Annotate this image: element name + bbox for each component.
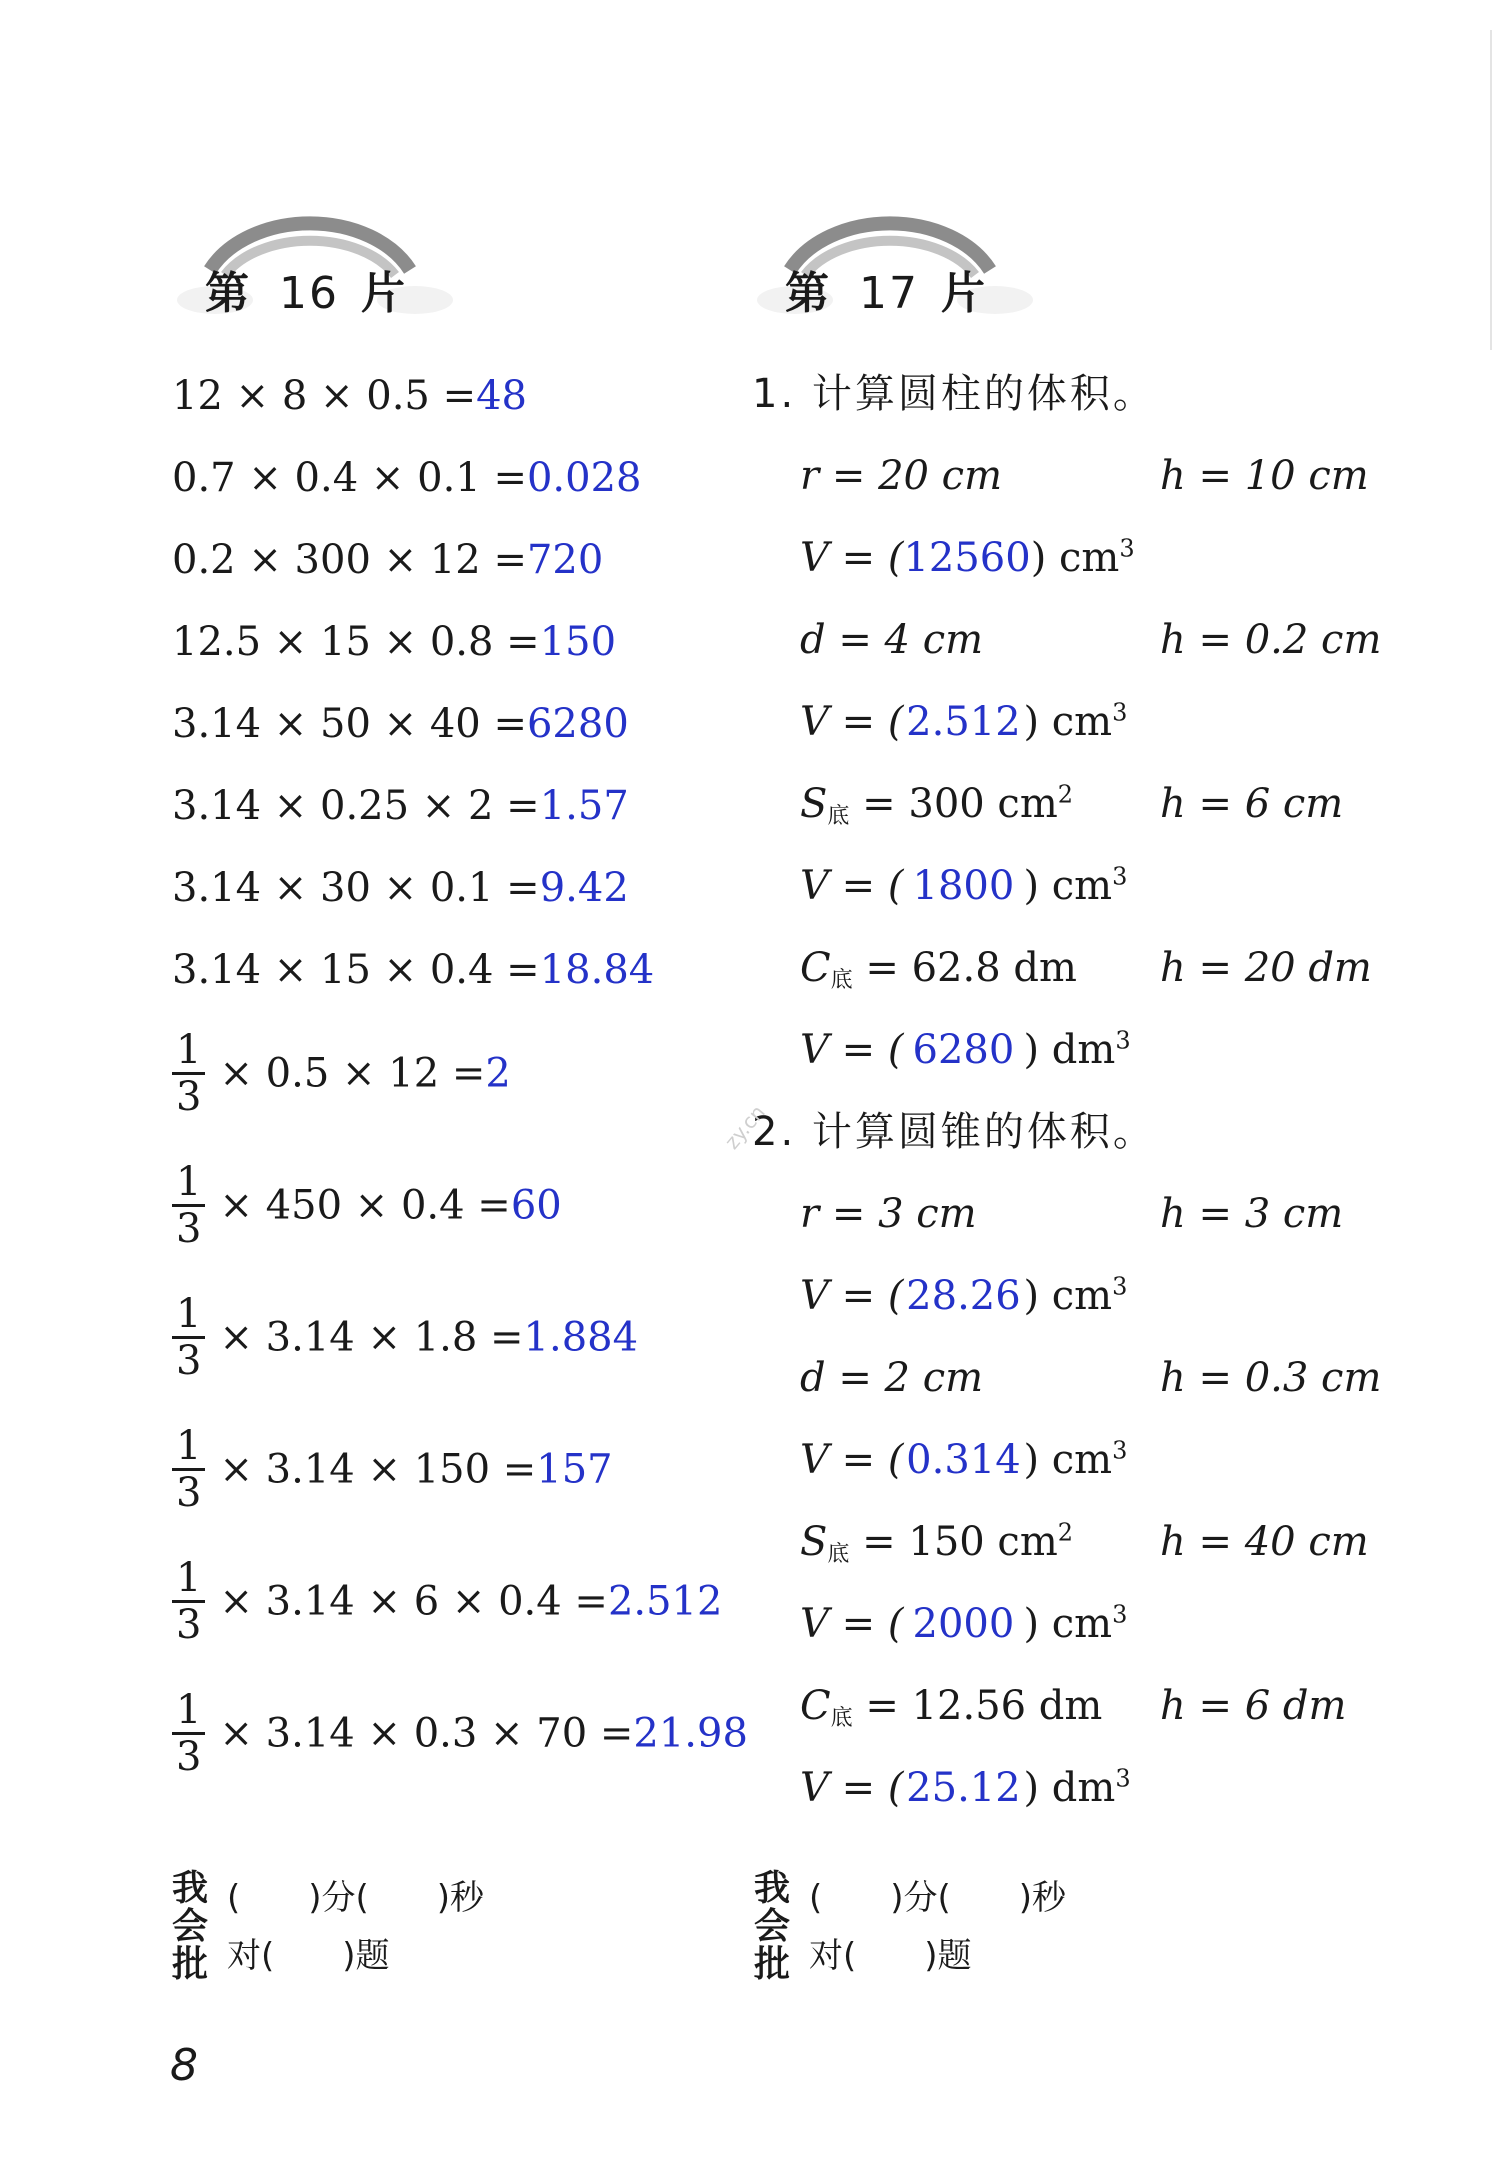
header-number: 16 [279, 268, 339, 319]
fraction-problem-row: $\frac{1}{3}$ × 0.5 × 12 =2 [172, 1028, 511, 1119]
question-2-title: 2. 计算圆锥的体积。 [752, 1109, 1156, 1155]
answer: 48 [476, 373, 527, 419]
volume-answer-row: V = (28.26) $cm^3$ [800, 1272, 1128, 1319]
volume-answer-row: V = ( 2000 ) $cm^3$ [800, 1600, 1128, 1647]
page-number: 8 [170, 2040, 198, 2091]
given-a: $C_底 = 62.8$ dm [800, 945, 1077, 993]
answer: 12560 [903, 535, 1031, 581]
given-a: $S_底 = 300$ $cm^2$ [800, 780, 1074, 829]
volume-answer-row: V = (12560) $cm^3$ [800, 534, 1135, 581]
score-label: 我 会 批 [754, 1868, 791, 1985]
answer: 9.42 [539, 865, 629, 911]
problem-row: 12 × 8 × 0.5 =48 [172, 373, 527, 419]
given-b: h = 6 dm [1160, 1683, 1347, 1729]
fraction-problem-row: $\frac{1}{3}$ × 3.14 × 0.3 × 70 =21.98 [172, 1688, 748, 1779]
score-label: 我 会 批 [172, 1868, 209, 1985]
section-header-17 [750, 195, 1050, 325]
fraction-problem-row: $\frac{1}{3}$ × 3.14 × 1.8 =1.884 [172, 1292, 638, 1383]
volume-answer-row: V = ( 1800 ) $cm^3$ [800, 862, 1128, 909]
answer: 2.512 [906, 699, 1021, 745]
given-b: h = 3 cm [1160, 1191, 1344, 1237]
given-b: h = 0.3 cm [1160, 1355, 1382, 1401]
score-time: ( )分( )秒 [809, 1878, 1067, 1918]
volume-answer-row: V = (2.512) $cm^3$ [800, 698, 1128, 745]
problem-row: 0.7 × 0.4 × 0.1 =0.028 [172, 455, 642, 501]
answer: 0.314 [906, 1437, 1021, 1483]
problem-row: 3.14 × 50 × 40 =6280 [172, 701, 629, 747]
fraction-problem-row: $\frac{1}{3}$ × 3.14 × 6 × 0.4 =2.512 [172, 1556, 722, 1647]
fraction: $\frac{1}{3}$ [172, 1556, 205, 1647]
answer: 21.98 [633, 1710, 748, 1757]
given-b: h = 10 cm [1160, 453, 1369, 499]
given-b: h = 0.2 cm [1160, 617, 1382, 663]
given-a: r = 20 cm [800, 453, 1003, 499]
answer: 18.84 [539, 947, 655, 993]
given-a: $C_底 = 12.56$ dm [800, 1683, 1103, 1731]
volume-answer-row: V = (0.314) $cm^3$ [800, 1436, 1128, 1483]
given-a: d = 4 cm [800, 617, 984, 663]
given-a: $S_底 = 150$ $cm^2$ [800, 1518, 1074, 1567]
problem-row: 3.14 × 0.25 × 2 =1.57 [172, 783, 629, 829]
problem-row: 3.14 × 15 × 0.4 =18.84 [172, 947, 655, 993]
answer: 0.028 [526, 455, 642, 501]
header-post: 片 [941, 268, 987, 319]
fraction: $\frac{1}{3}$ [172, 1424, 205, 1515]
given-a: d = 2 cm [800, 1355, 984, 1401]
answer: 1800 [912, 863, 1015, 909]
answer: 720 [526, 537, 604, 583]
given-b: h = 20 dm [1160, 945, 1372, 991]
problem-row: 3.14 × 30 × 0.1 =9.42 [172, 865, 629, 911]
volume-answer-row: V = (25.12) $dm^3$ [800, 1764, 1131, 1811]
given-b: h = 40 cm [1160, 1519, 1369, 1565]
answer: 2.512 [607, 1578, 723, 1625]
header-post: 片 [361, 268, 407, 319]
answer: 28.26 [906, 1273, 1021, 1319]
score-correct: 对( )题 [227, 1936, 390, 1976]
given-a: r = 3 cm [800, 1191, 977, 1237]
fraction: $\frac{1}{3}$ [172, 1688, 205, 1779]
answer: 60 [510, 1182, 562, 1229]
answer: 25.12 [906, 1765, 1021, 1811]
header-pre: 第 [205, 268, 251, 319]
header-number: 17 [859, 268, 919, 319]
section-header-16 [170, 195, 470, 325]
fraction: $\frac{1}{3}$ [172, 1160, 205, 1251]
question-1-title: 1. 计算圆柱的体积。 [752, 371, 1156, 417]
problem-row: 0.2 × 300 × 12 =720 [172, 537, 604, 583]
answer: 2000 [912, 1601, 1015, 1647]
score-time: ( )分( )秒 [227, 1878, 485, 1918]
answer: 6280 [526, 701, 629, 747]
answer: 2 [485, 1050, 511, 1097]
page-edge-line [1490, 30, 1492, 350]
watermark: zy.cn [719, 1100, 770, 1154]
problem-row: 12.5 × 15 × 0.8 =150 [172, 619, 617, 665]
answer: 1.884 [523, 1314, 639, 1361]
fraction: $\frac{1}{3}$ [172, 1028, 205, 1119]
fraction: $\frac{1}{3}$ [172, 1292, 205, 1383]
header-pre: 第 [785, 268, 831, 319]
fraction-problem-row: $\frac{1}{3}$ × 450 × 0.4 =60 [172, 1160, 562, 1251]
answer: 157 [536, 1446, 613, 1493]
given-b: h = 6 cm [1160, 781, 1344, 827]
answer: 6280 [912, 1027, 1015, 1073]
answer: 1.57 [539, 783, 629, 829]
score-correct: 对( )题 [809, 1936, 972, 1976]
volume-answer-row: V = ( 6280 ) $dm^3$ [800, 1026, 1131, 1073]
answer: 150 [539, 619, 617, 665]
fraction-problem-row: $\frac{1}{3}$ × 3.14 × 150 =157 [172, 1424, 613, 1515]
